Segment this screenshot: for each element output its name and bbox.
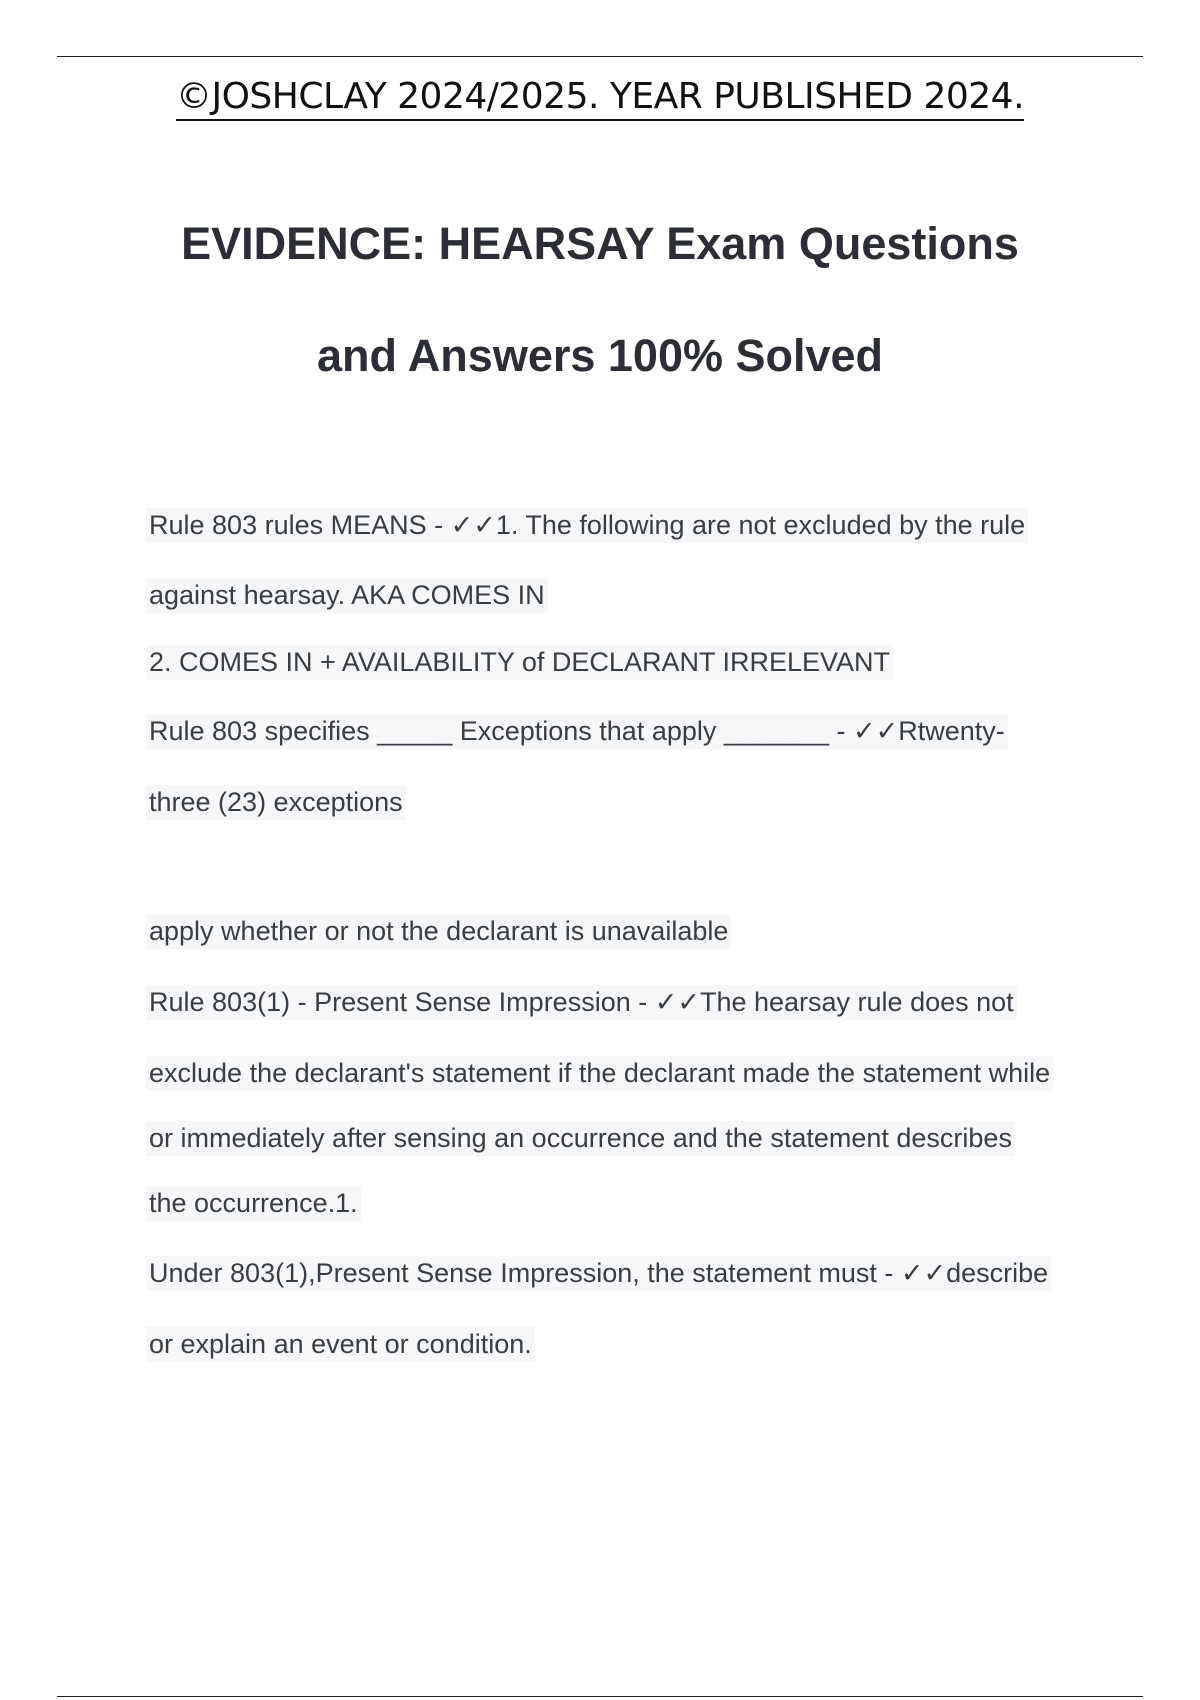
body-line: 2. COMES IN + AVAILABILITY of DECLARANT IRRELEVANT xyxy=(146,645,893,680)
body-line: against hearsay. AKA COMES IN xyxy=(146,578,548,613)
body-line: Rule 803 rules MEANS - ✓✓1. The following are not excluded by the rule xyxy=(146,508,1028,543)
copyright-header xyxy=(0,76,1200,117)
top-divider xyxy=(57,56,1143,57)
bottom-divider xyxy=(57,1696,1143,1697)
copyright-text: ©JOSHCLAY 2024/2025. YEAR PUBLISHED 2024. xyxy=(176,76,1024,121)
body-line: or immediately after sensing an occurrence and the statement describes xyxy=(146,1121,1015,1156)
body-line: three (23) exceptions xyxy=(146,785,406,820)
body-line: or explain an event or condition. xyxy=(146,1327,535,1362)
body-line: Under 803(1),Present Sense Impression, the statement must - ✓✓describe xyxy=(146,1256,1051,1291)
body-line: Rule 803 specifies _____ Exceptions that apply _______ - ✓✓Rtwenty- xyxy=(146,714,1008,749)
body-line: Rule 803(1) - Present Sense Impression - ✓✓The hearsay rule does not xyxy=(146,985,1017,1020)
body-line: the occurrence.1. xyxy=(146,1186,361,1221)
document-title-line-2: and Answers 100% Solved xyxy=(316,330,884,381)
body-line: apply whether or not the declarant is unavailable xyxy=(146,914,731,949)
body-line: exclude the declarant's statement if the declarant made the statement while xyxy=(146,1056,1053,1091)
document-title-line-1: EVIDENCE: HEARSAY Exam Questions xyxy=(181,218,1019,269)
